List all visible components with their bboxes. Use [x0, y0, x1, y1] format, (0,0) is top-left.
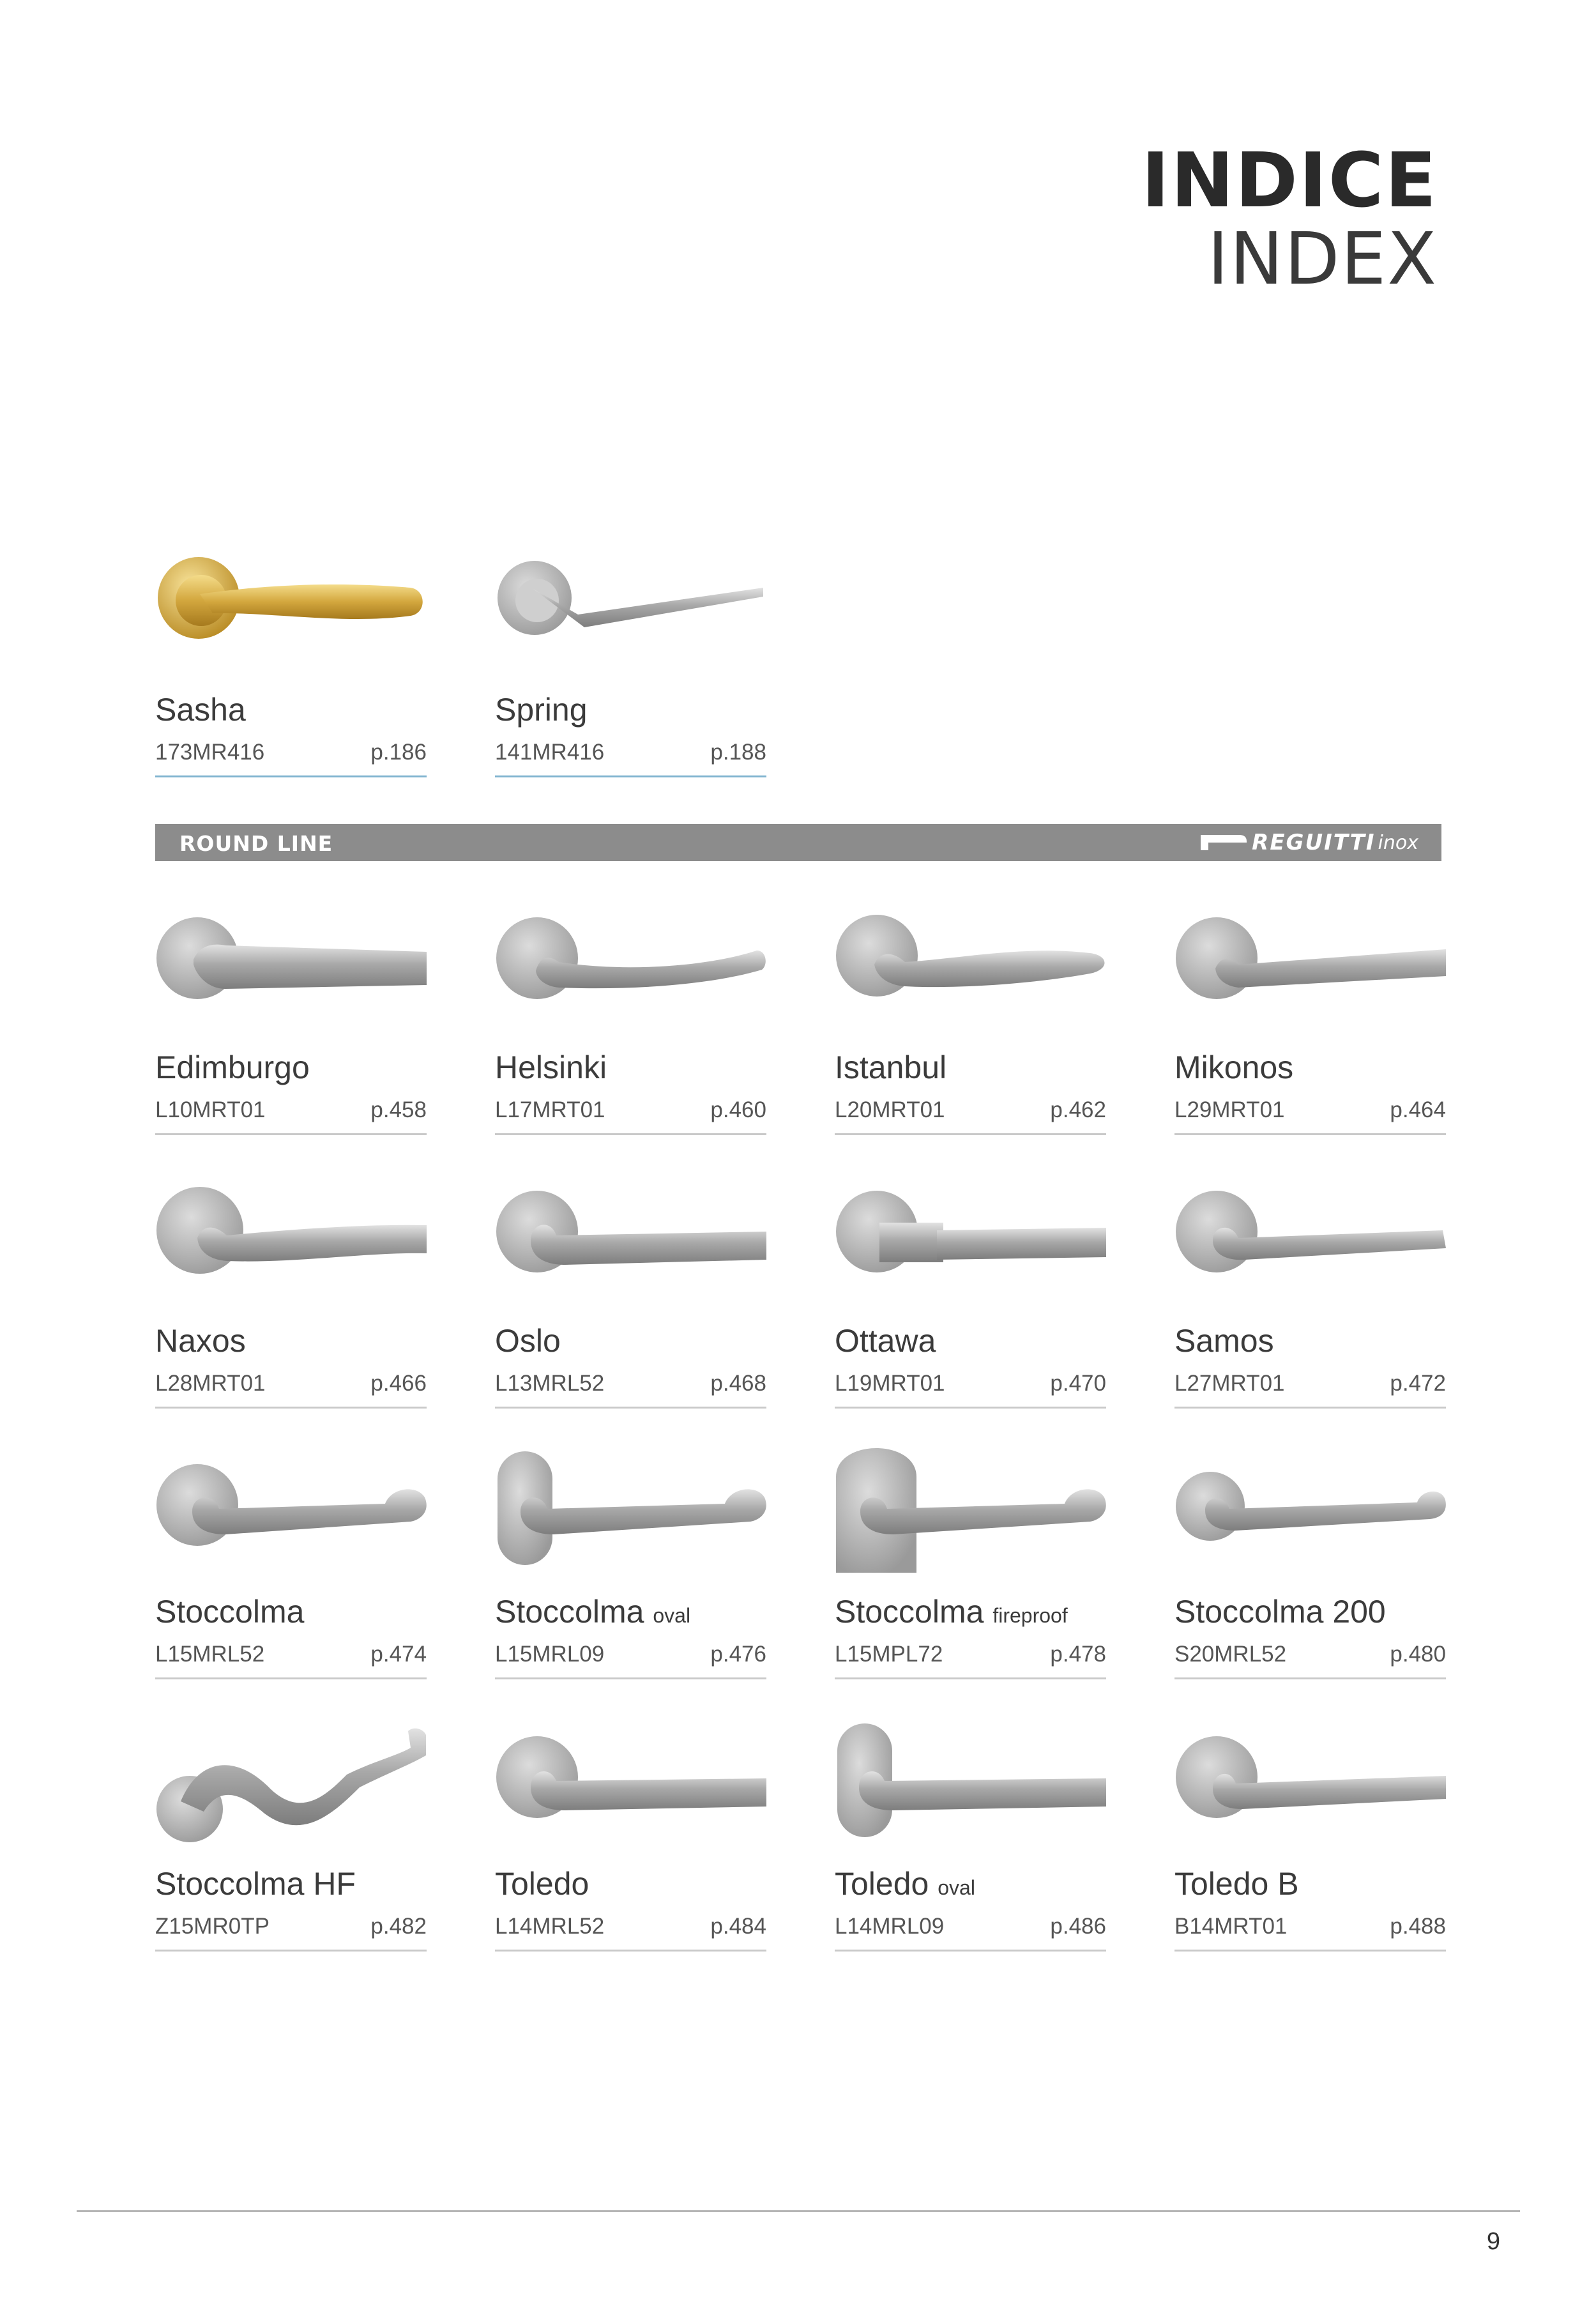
product-name: Naxos	[155, 1323, 246, 1359]
product-card-mikonos[interactable]	[1174, 901, 1446, 1143]
divider	[495, 1677, 766, 1679]
product-code: L15MPL72	[835, 1642, 943, 1667]
product-name: Edimburgo	[155, 1050, 310, 1085]
product-card-samos[interactable]	[1174, 1174, 1446, 1417]
product-code: L13MRL52	[495, 1371, 605, 1396]
product-name: Sasha	[155, 692, 246, 728]
product-code: L20MRT01	[835, 1097, 945, 1122]
product-code: S20MRL52	[1174, 1642, 1287, 1667]
product-name-suffix: fireproof	[992, 1604, 1068, 1627]
divider	[835, 1407, 1106, 1409]
brand-sub: inox	[1378, 831, 1418, 854]
product-page: p.188	[710, 740, 766, 765]
stoccolma-hf-handle-icon	[155, 1717, 427, 1845]
edimburgo-handle-icon	[155, 901, 427, 1028]
product-page: p.458	[370, 1097, 427, 1122]
product-page: p.484	[710, 1914, 766, 1939]
divider	[835, 1133, 1106, 1135]
product-page: p.474	[370, 1642, 427, 1667]
product-page: p.478	[1050, 1642, 1106, 1667]
divider	[1174, 1950, 1446, 1952]
product-code: Z15MR0TP	[155, 1914, 270, 1939]
product-page: p.476	[710, 1642, 766, 1667]
page-number: 9	[1486, 2228, 1500, 2255]
section-band	[155, 824, 1441, 861]
sasha-handle-icon	[155, 543, 427, 671]
product-code: L28MRT01	[155, 1371, 266, 1396]
stoccolma-oval-handle-icon	[495, 1445, 766, 1573]
product-name: Stoccolma	[155, 1594, 305, 1630]
product-name: Samos	[1174, 1323, 1274, 1359]
divider	[155, 1677, 427, 1679]
product-page: p.464	[1390, 1097, 1446, 1122]
product-card-stoccolma[interactable]	[155, 1445, 427, 1688]
product-page: p.462	[1050, 1097, 1106, 1122]
toledo-handle-icon	[495, 1717, 766, 1845]
product-code: B14MRT01	[1174, 1914, 1288, 1939]
divider	[155, 1407, 427, 1409]
spring-handle-icon	[495, 543, 766, 671]
divider	[1174, 1407, 1446, 1409]
product-name: Stoccolma HF	[155, 1866, 356, 1902]
product-card-oslo[interactable]	[495, 1174, 766, 1417]
samos-handle-icon	[1174, 1174, 1446, 1302]
product-name: Oslo	[495, 1323, 561, 1359]
product-code: L14MRL09	[835, 1914, 945, 1939]
stoccolma-fireproof-handle-icon	[835, 1445, 1106, 1573]
product-name: Stoccolma oval	[495, 1594, 691, 1630]
toledo-oval-handle-icon	[835, 1717, 1106, 1845]
product-page: p.468	[710, 1371, 766, 1396]
product-code: L15MRL52	[155, 1642, 265, 1667]
product-name: Spring	[495, 692, 588, 728]
product-name-suffix: oval	[653, 1604, 691, 1627]
product-code: L17MRT01	[495, 1097, 605, 1122]
product-name: Helsinki	[495, 1050, 607, 1085]
product-card-edimburgo[interactable]	[155, 901, 427, 1143]
product-name: Istanbul	[835, 1050, 947, 1085]
product-card-naxos[interactable]	[155, 1174, 427, 1417]
title-english: INDEX	[1207, 218, 1438, 301]
product-card-stoccolma-oval[interactable]	[495, 1445, 766, 1688]
product-page: p.470	[1050, 1371, 1106, 1396]
product-page: p.480	[1390, 1642, 1446, 1667]
product-name: Toledo oval	[835, 1866, 975, 1902]
product-card-spring[interactable]	[495, 543, 766, 786]
section-label: ROUND LINE	[179, 831, 333, 856]
product-name: Stoccolma 200	[1174, 1594, 1386, 1630]
product-page: p.472	[1390, 1371, 1446, 1396]
product-code: L14MRL52	[495, 1914, 605, 1939]
divider	[835, 1677, 1106, 1679]
divider	[155, 775, 427, 777]
product-page: p.460	[710, 1097, 766, 1122]
product-name: Stoccolma fireproof	[835, 1594, 1068, 1630]
stoccolma-200-handle-icon	[1174, 1445, 1446, 1573]
mikonos-handle-icon	[1174, 901, 1446, 1028]
product-name: Mikonos	[1174, 1050, 1294, 1085]
naxos-handle-icon	[155, 1174, 427, 1302]
title-italian: INDICE	[1141, 136, 1438, 224]
product-code: L29MRT01	[1174, 1097, 1285, 1122]
product-card-istanbul[interactable]	[835, 901, 1106, 1143]
helsinki-handle-icon	[495, 901, 766, 1028]
product-card-toledo-b[interactable]	[1174, 1717, 1446, 1960]
product-card-stoccolma-fireproof[interactable]	[835, 1445, 1106, 1688]
product-name-suffix: oval	[938, 1876, 975, 1899]
toledo-b-handle-icon	[1174, 1717, 1446, 1845]
product-code: L19MRT01	[835, 1371, 945, 1396]
product-card-stoccolma-200[interactable]	[1174, 1445, 1446, 1688]
product-code: L10MRT01	[155, 1097, 266, 1122]
product-page: p.186	[370, 740, 427, 765]
divider	[155, 1133, 427, 1135]
product-card-sasha[interactable]	[155, 543, 427, 786]
product-page: p.486	[1050, 1914, 1106, 1939]
brand-mark-icon	[1201, 834, 1248, 852]
divider	[495, 1950, 766, 1952]
divider	[155, 1950, 427, 1952]
product-card-toledo[interactable]	[495, 1717, 766, 1960]
divider	[495, 775, 766, 777]
divider	[1174, 1133, 1446, 1135]
product-code: 141MR416	[495, 740, 605, 765]
divider	[835, 1950, 1106, 1952]
product-code: 173MR416	[155, 740, 265, 765]
stoccolma-handle-icon	[155, 1445, 427, 1573]
oslo-handle-icon	[495, 1174, 766, 1302]
ottawa-handle-icon	[835, 1174, 1106, 1302]
product-page: p.466	[370, 1371, 427, 1396]
istanbul-handle-icon	[835, 901, 1106, 1028]
product-card-helsinki[interactable]	[495, 901, 766, 1143]
divider	[1174, 1677, 1446, 1679]
divider	[495, 1133, 766, 1135]
product-name: Toledo B	[1174, 1866, 1299, 1902]
brand-name: REGUITTI	[1252, 830, 1376, 855]
product-code: L27MRT01	[1174, 1371, 1285, 1396]
brand-logo	[1201, 830, 1418, 855]
divider	[495, 1407, 766, 1409]
footer-divider	[77, 2210, 1520, 2212]
page-title	[1141, 136, 1438, 301]
product-page: p.482	[370, 1914, 427, 1939]
product-card-toledo-oval[interactable]	[835, 1717, 1106, 1960]
product-card-ottawa[interactable]	[835, 1174, 1106, 1417]
product-card-stoccolma-hf[interactable]	[155, 1717, 427, 1960]
product-name: Ottawa	[835, 1323, 936, 1359]
product-code: L15MRL09	[495, 1642, 605, 1667]
product-name: Toledo	[495, 1866, 589, 1902]
product-page: p.488	[1390, 1914, 1446, 1939]
